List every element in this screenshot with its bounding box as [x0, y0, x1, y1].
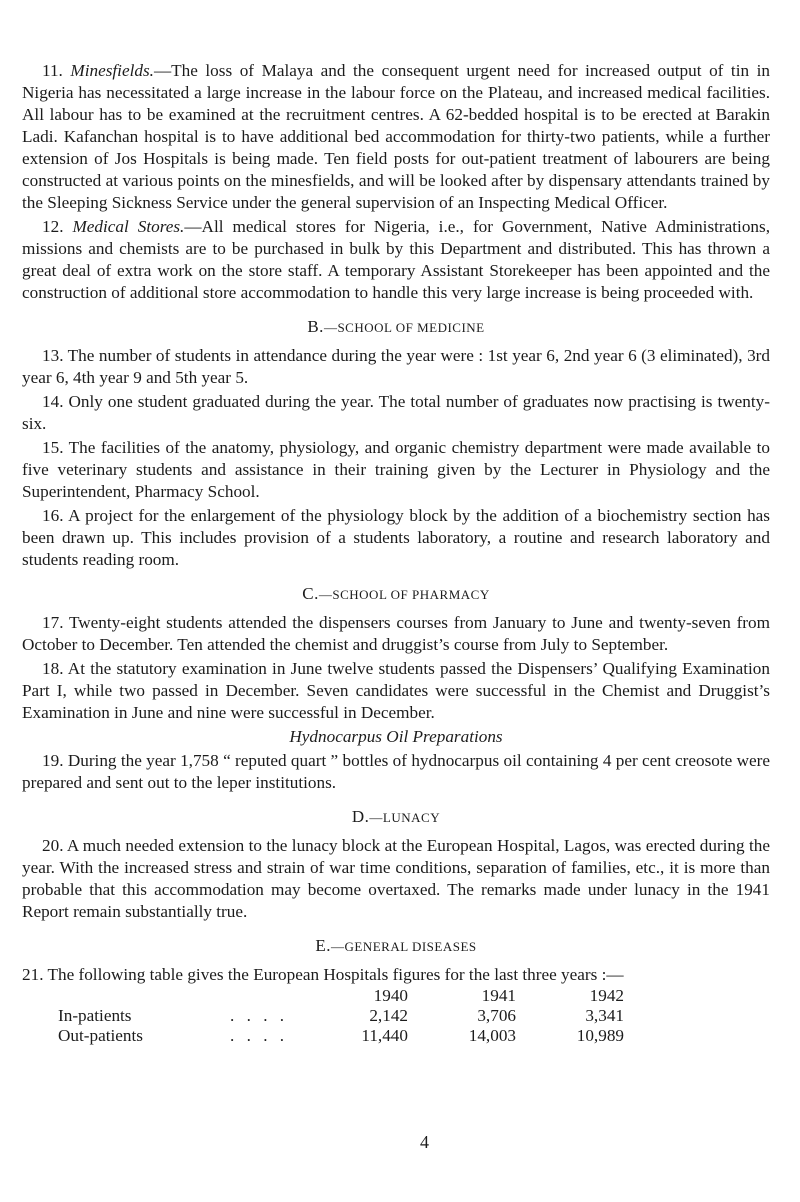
leader-dots: . . . .	[230, 1026, 289, 1045]
para-title: Medical Stores.	[72, 217, 185, 236]
table-row	[58, 1006, 624, 1026]
heading-school-of-medicine	[22, 316, 770, 339]
table-header-row	[58, 986, 624, 1006]
hospital-figures-table	[58, 986, 624, 1046]
paragraph-15: 15. The facilities of the anatomy, physiology, and organic chemistry department were made available to five veterinary students and assistance in their training given by the Lecturer in Physiology and the Superintendent, Pharmacy School.	[22, 438, 770, 501]
table-cell: 10,989	[576, 1026, 624, 1045]
table-cell: 11,440	[361, 1026, 408, 1045]
heading-title: —SCHOOL OF PHARMACY	[318, 587, 490, 602]
table-cell: 14,003	[468, 1026, 516, 1045]
heading-letter: C.	[302, 584, 319, 603]
para-text: —The loss of Malaya and the consequent urgent need for increased output of tin in Nigeria has necessitated a large increase in the labour force on the Plateau, and increased medical facilities. All labour has to be examined at the recruitment centres. A 62-bedded hospital is to be erected at Barakin Ladi. Kafanchan hospital is to have additional bed accommodation for thirty-two patients, while a further extension of Jos Hospitals is being made. Ten field posts for out-patient treatment of labourers are being constructed at various points on the minesfields, and will be looked after by dispensary attendants trained by the Sleeping Sickness Service under the general supervision of an Inspecting Medical Officer.	[22, 61, 770, 212]
column-header: 1940	[373, 986, 408, 1005]
table-row	[58, 1026, 624, 1046]
heading-school-of-pharmacy	[22, 583, 770, 606]
body-text	[22, 60, 770, 1046]
paragraph-14: 14. Only one student graduated during the year. The total number of graduates now practising is twenty-six.	[22, 392, 770, 433]
paragraph-17: 17. Twenty-eight students attended the dispensers courses from January to June and twenty-seven from October to December. Ten attended the chemist and druggist’s course from July to September.	[22, 613, 770, 654]
heading-title: —GENERAL DISEASES	[331, 939, 477, 954]
paragraph-18: 18. At the statutory examination in June twelve students passed the Dispensers’ Qualifying Examination Part I, while two passed in December. Seven candidates were successful in the Chemist and Druggist’s Examination in June and nine were successful in December.	[22, 659, 770, 722]
table-cell: 3,706	[477, 1006, 516, 1025]
leader-dots: . . . .	[230, 1006, 289, 1025]
table-cell: 3,341	[585, 1006, 624, 1025]
paragraph-20: 20. A much needed extension to the lunacy block at the European Hospital, Lagos, was erected during the year. With the increased stress and strain of war time conditions, separation of families, etc., it is more than probable that this accommodation may become overtaxed. The remarks made under lunacy in the 1941 Report remain substantially true.	[22, 836, 770, 921]
heading-title: —SCHOOL OF MEDICINE	[323, 320, 485, 335]
column-header: 1941	[481, 986, 516, 1005]
heading-general-diseases	[22, 935, 770, 958]
paragraph-11	[22, 60, 770, 214]
column-header: 1942	[589, 986, 624, 1005]
paragraph-13: 13. The number of students in attendance during the year were : 1st year 6, 2nd year 6 (3 eliminated), 3rd year 6, 4th year 9 and 5th year 5.	[22, 346, 770, 387]
para-text: —All medical stores for Nigeria, i.e., for Government, Native Administrations, missions and chemists are to be purchased in bulk by this Department and distributed. This has thrown a great deal of extra work on the store staff. A temporary Assistant Storekeeper has been appointed and the construction of additional store accommodation to handle this very large increase is being proceeded with.	[22, 217, 770, 302]
paragraph-12	[22, 216, 770, 304]
subheading-hydnocarpus: Hydnocarpus Oil Preparations	[289, 727, 503, 746]
row-label: In-patients	[58, 1006, 132, 1025]
paragraph-16: 16. A project for the enlargement of the physiology block by the addition of a biochemistry section has been drawn up. This includes provision of a students laboratory, a routine and research laboratory and students reading room.	[22, 506, 770, 569]
row-label: Out-patients	[58, 1026, 143, 1045]
heading-letter: D.	[351, 807, 370, 826]
paragraph-19: 19. During the year 1,758 “ reputed quart ” bottles of hydnocarpus oil containing 4 per cent creosote were prepared and sent out to the leper institutions.	[22, 751, 770, 792]
para-title: Minesfields.	[70, 61, 154, 80]
para-number: 11.	[42, 61, 71, 80]
heading-letter: B.	[307, 317, 324, 336]
paragraph-21: 21. The following table gives the European Hospitals figures for the last three years :—	[22, 965, 624, 984]
para-number: 12.	[42, 217, 73, 236]
heading-title: —LUNACY	[369, 810, 441, 825]
table-cell: 2,142	[369, 1006, 408, 1025]
heading-lunacy	[22, 806, 770, 829]
heading-letter: E.	[315, 936, 332, 955]
page-number: 4	[420, 1132, 429, 1152]
